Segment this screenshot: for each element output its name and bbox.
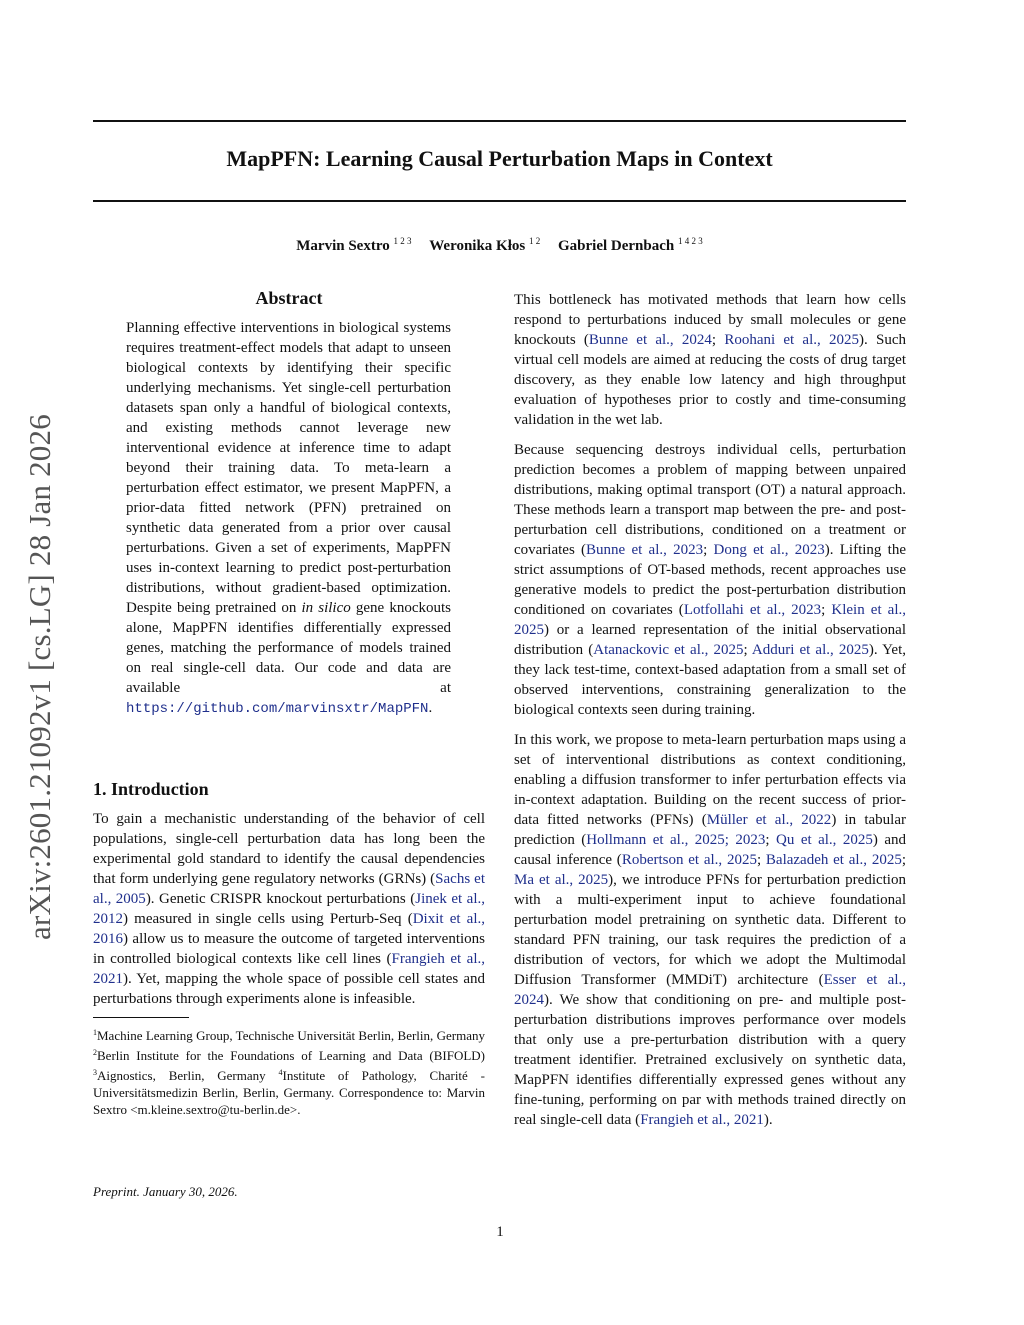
citation-link[interactable]: Dong et al., 2023 [713, 542, 825, 558]
citation-link[interactable]: Dixit et al., 2016 [93, 911, 485, 947]
citation-link[interactable]: Müller et al., 2022 [706, 812, 832, 828]
author: Gabriel Dernbach $^{1 4 2 3}$ [557, 236, 703, 254]
author: Marvin Sextro $^{1 2 3}$ [296, 236, 412, 254]
citation-link[interactable]: Adduri et al., 2025 [751, 642, 869, 658]
code-link[interactable]: https://github.com/marvinsxtr/MapPFN [126, 701, 429, 717]
author-list [93, 236, 906, 255]
citation-link[interactable]: Lotfollahi et al., 2023 [683, 602, 822, 618]
citation-link[interactable]: Roohani et al., 2025 [724, 332, 859, 348]
citation-link[interactable]: Frangieh et al., 2021 [93, 951, 485, 987]
intro-paragraph: To gain a mechanistic understanding of the behavior of cell populations, single-cell perturbation data has long been the experimental gold standard to identify the causal dependencies that form underlying gene regulatory networks (GRNs) (Sachs et al., 2005). Genetic CRISPR knockout perturbations (Jinek et al., 2012) measured in single cells using Perturb-Seq (Dixit et al., 2016) allow us to measure the outcome of targeted interventions in controlled biological contexts like cell lines (Frangieh et al., 2021). Yet, mapping the whole space of possible cell states and perturbations through experiments alone is infeasible. [93, 811, 486, 1007]
body-paragraph: Because sequencing destroys individual cells, perturbation prediction becomes a problem of mapping between unpaired distributions, making optimal transport (OT) a natural approach. These methods learn a transport map between the pre- and post-perturbation cell distributions, conditioned on a treatment or covariates (Bunne et al., 2023; Dong et al., 2023). Lifting the strict assumptions of OT-based methods, recent approaches use generative models to predict the post-perturbation distribution conditioned on covariates (Lotfollahi et al., 2023; Klein et al., 2025) or a learned representation of the initial observational distribution (Atanackovic et al., 2025; Adduri et al., 2025). Yet, they lack test-time, context-based adaptation from a small set of observed interventions, constraining generalization to the biological contexts seen during training. [514, 442, 907, 718]
citation-link[interactable]: Ma et al., 2025 [514, 872, 609, 888]
citation-link[interactable]: Atanackovic et al., 2025 [593, 642, 744, 658]
paper-title: MapPFN: Learning Causal Perturbation Maps in Context [226, 146, 773, 171]
page-number: 1 [496, 1224, 504, 1240]
body-paragraph: In this work, we propose to meta-learn perturbation maps using a set of interventional distributions as context conditioning, enabling a diffusion transformer to infer perturbation effects via in-context adaptation. Building on the recent success of prior-data fitted networks (PFNs) (Müller et al., 2022) in tabular prediction (Hollmann et al., 2025; 2023; Qu et al., 2025) and causal inference (Robertson et al., 2025; Balazadeh et al., 2025; Ma et al., 2025), we introduce PFNs for perturbation prediction with a multi-experiment input to achieve foundational perturbation model pretraining on synthetic data. Different to standard PFN training, our task requires the prediction of a distribution of vectors, for which we adopt the Multimodal Diffusion Transformer (MMDiT) architecture (Esser et al., 2024). We show that conditioning on pre- and multiple post-perturbation distributions improves performance over models that only use a pre-perturbation distribution with a query treatment identifier. Pretrained exclusively on synthetic data, MapPFN identifies differentially expressed genes without any fine-tuning, performing on par with methods trained directly on real single-cell data (Frangieh et al., 2021). [514, 732, 907, 1128]
abstract-heading: Abstract [255, 288, 323, 308]
citation-link[interactable]: Qu et al., 2025 [776, 832, 873, 848]
title-bottom-rule [93, 200, 906, 202]
citation-link[interactable]: Sachs et al., 2005 [93, 871, 486, 907]
footnote-rule [93, 1017, 189, 1018]
citation-link[interactable]: Bunne et al., 2024 [588, 332, 712, 348]
citation-link[interactable]: Robertson et al., 2025 [621, 852, 757, 868]
citation-link[interactable]: Klein et al., 2025 [514, 602, 906, 638]
abstract-body: Planning effective interventions in biological systems requires treatment-effect models that adapt to unseen biological contexts by identifying their specific underlying mechanisms. Yet single-cell perturbation datasets span only a handful of biological contexts, and existing methods cannot leverage new interventional evidence at inference time to adapt beyond their training data. To meta-learn a perturbation effect estimator, we present MapPFN, a prior-data fitted network (PFN) pretrained on synthetic data generated from a prior over causal perturbations. Given a set of experiments, MapPFN uses in-context learning to predict post-perturbation distributions, without gradient-based optimization. Despite being pretrained on in silico gene knockouts alone, MapPFN identifies differentially expressed genes, matching the performance of models trained on real single-cell data. Our code and data are available at https://github.com/marvinsxtr/MapPFN. [126, 320, 451, 717]
citation-link[interactable]: Frangieh et al., 2021 [640, 1112, 764, 1128]
right-column [514, 290, 906, 1140]
arxiv-stamp: arXiv:2601.21092v1 [cs.LG] 28 Jan 2026 [22, 414, 57, 940]
citation-link[interactable]: Hollmann et al., 2025; 2023 [586, 832, 766, 848]
affiliation-footnote: $^1$Machine Learning Group, Technische Universität Berlin, Berlin, Germany $^2$Berlin Institute for the Foundations of Learning and Data (BIFOLD) $^3$Aignostics, Berlin, Germany $^4$Institute of Pathology, Charité - Universitätsmedizin Berlin, Berlin, Germany. Correspondence to: Marvin Sextro <m.kleine.sextro@tu-berlin.de>. [93, 1028, 485, 1117]
citation-link[interactable]: Jinek et al., 2012 [93, 891, 485, 927]
preprint-date: Preprint. January 30, 2026. [93, 1184, 238, 1199]
author: Weronika Kłos $^{1 2}$ [429, 236, 541, 254]
citation-link[interactable]: Esser et al., 2024 [514, 972, 907, 1008]
left-column [93, 288, 485, 1118]
citation-link[interactable]: Balazadeh et al., 2025 [765, 852, 902, 868]
title-top-rule [93, 120, 906, 122]
body-paragraph: This bottleneck has motivated methods that learn how cells respond to perturbations induced by small molecules or gene knockouts (Bunne et al., 2024; Roohani et al., 2025). Such virtual cell models are aimed at reducing the costs of drug target discovery, as they enable low latency and high throughput evaluation of hypotheses prior to costly and time-consuming validation in the wet lab. [514, 292, 906, 428]
section-heading-introduction: 1. Introduction [93, 779, 209, 799]
citation-link[interactable]: Bunne et al., 2023 [586, 542, 704, 558]
